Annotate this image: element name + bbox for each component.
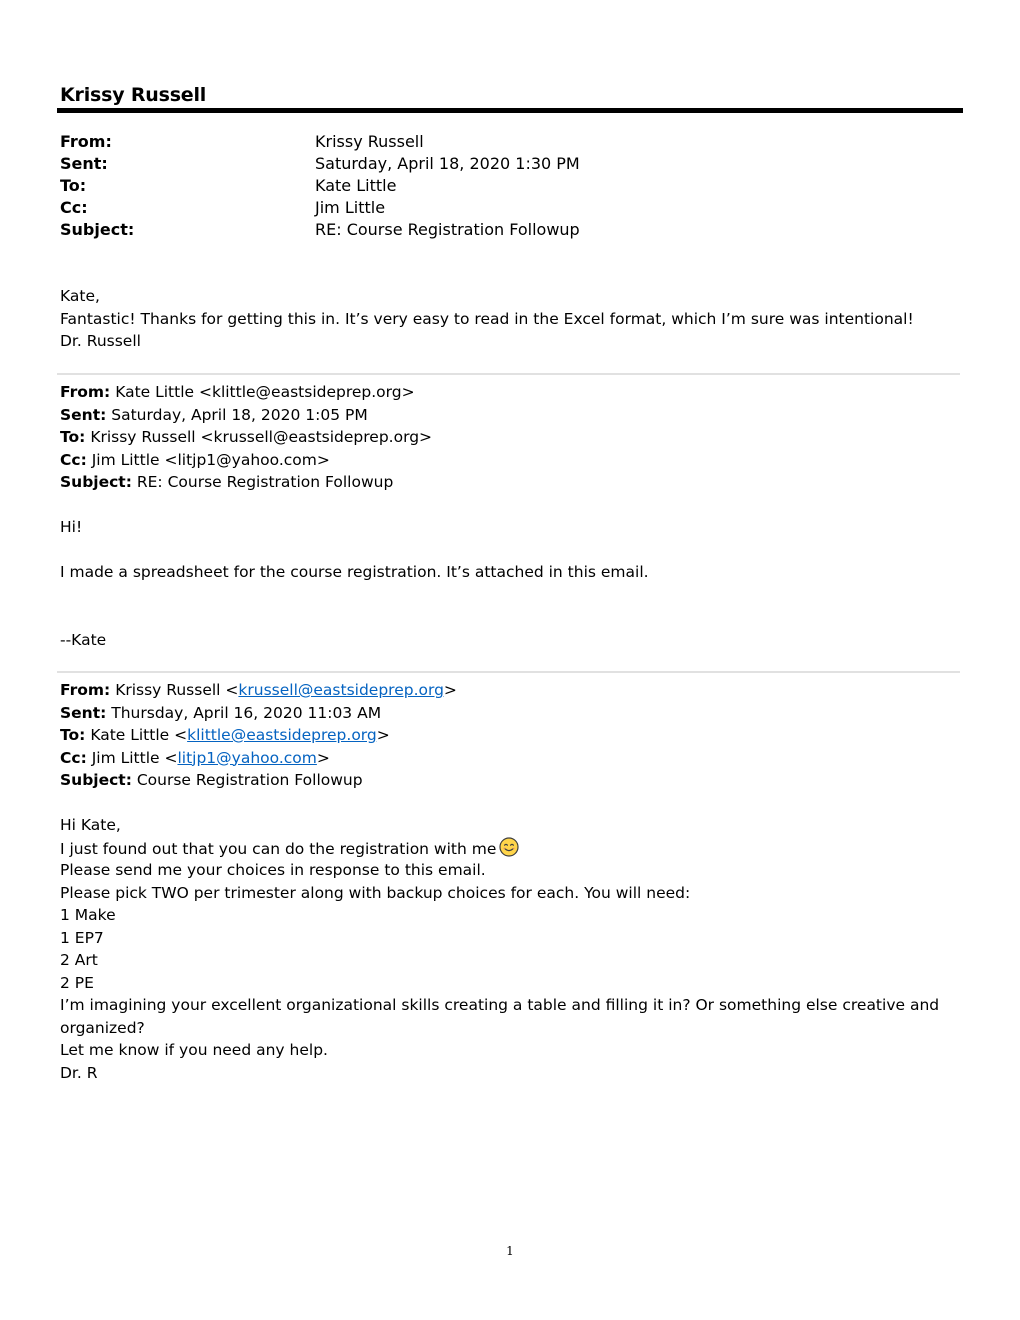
cc-value: Jim Little <box>315 198 386 217</box>
message3-sent-value: Thursday, April 16, 2020 11:03 AM <box>111 703 382 722</box>
message2-from-label: From: <box>60 383 111 401</box>
header-from-row <box>60 131 580 153</box>
cc-label: Cc: <box>60 198 88 217</box>
message3-to-close: > <box>376 726 390 744</box>
message2-sent-value: Saturday, April 18, 2020 1:05 PM <box>111 405 368 424</box>
message3-line4: I’m imagining your excellent organizational skills creating a table and filling it in? Or something else creative and <box>60 996 940 1014</box>
message3-to-label: To: <box>60 726 86 744</box>
message3-greeting: Hi Kate, <box>60 816 121 834</box>
sent-value: Saturday, April 18, 2020 1:30 PM <box>315 154 580 173</box>
to-value: Kate Little <box>315 176 397 195</box>
message2-cc-row <box>60 449 649 472</box>
blank-line <box>60 584 649 607</box>
message2-to-row <box>60 426 649 449</box>
message2-greeting: Hi! <box>60 518 83 536</box>
message3-line2: Please send me your choices in response to this email. <box>60 861 486 879</box>
message2 <box>60 381 649 651</box>
subject-value: RE: Course Registration Followup <box>315 220 580 239</box>
from-label: From: <box>60 132 112 151</box>
message3-line1: I just found out that you can do the registration with me <box>60 839 497 858</box>
message3-from-close: > <box>443 681 457 699</box>
message3-subject-value: Course Registration Followup <box>136 771 363 789</box>
smiling-face-icon <box>499 837 519 857</box>
klittle-email-link[interactable]: klittle@eastsideprep.org <box>187 726 377 744</box>
message3-signature: Dr. R <box>60 1063 98 1082</box>
message3-sent-label: Sent: <box>60 703 107 722</box>
message2-sent-row <box>60 404 649 427</box>
header-subject-row <box>60 219 580 241</box>
message1-line: Fantastic! Thanks for getting this in. It’s very easy to read in the Excel format, which I’m sure was intentional! <box>60 309 914 328</box>
message3-from-name: Krissy Russell < <box>115 681 239 699</box>
message3-subject-label: Subject: <box>60 771 132 789</box>
message2-from-row <box>60 381 649 404</box>
krussell-email-link[interactable]: krussell@eastsideprep.org <box>238 681 444 699</box>
message2-body: I made a spreadsheet for the course registration. It’s attached in this email. <box>60 563 649 581</box>
message2-sent-label: Sent: <box>60 405 107 424</box>
message2-cc-label: Cc: <box>60 450 87 469</box>
header-to-row <box>60 175 580 197</box>
message2-to-label: To: <box>60 428 86 446</box>
message3-line6: Let me know if you need any help. <box>60 1041 328 1059</box>
message3-cc-label: Cc: <box>60 748 87 767</box>
message-divider <box>57 671 960 673</box>
message3-line3: Please pick TWO per trimester along with backup choices for each. You will need: <box>60 883 691 902</box>
blank-line <box>60 792 939 815</box>
main-email-header <box>60 131 580 241</box>
document-title: Krissy Russell <box>60 84 207 106</box>
from-value: Krissy Russell <box>315 132 424 151</box>
message2-subject-value: RE: Course Registration Followup <box>136 473 394 491</box>
message3 <box>60 679 939 1084</box>
message2-subject-label: Subject: <box>60 473 132 491</box>
title-rule <box>57 108 963 113</box>
subject-label: Subject: <box>60 220 135 239</box>
message3-line5: organized? <box>60 1018 145 1037</box>
message2-from-value: Kate Little <klittle@eastsideprep.org> <box>115 383 415 401</box>
message-divider <box>57 373 960 375</box>
needs-item: 2 PE <box>60 973 94 992</box>
message1-line: Kate, <box>60 287 100 305</box>
message3-line1-row <box>60 837 939 860</box>
blank-line <box>60 494 649 517</box>
message3-cc-row <box>60 747 939 770</box>
message2-cc-value: Jim Little <litjp1@yahoo.com> <box>91 450 330 469</box>
message1-body <box>60 285 914 353</box>
message3-to-name: Kate Little < <box>90 726 188 744</box>
needs-item: 1 EP7 <box>60 928 104 947</box>
message3-sent-row <box>60 702 939 725</box>
sent-label: Sent: <box>60 154 108 173</box>
message2-signature: --Kate <box>60 630 107 649</box>
needs-item: 2 Art <box>60 951 98 969</box>
blank-line <box>60 539 649 562</box>
needs-item: 1 Make <box>60 906 116 924</box>
to-label: To: <box>60 176 87 195</box>
header-sent-row <box>60 153 580 175</box>
header-cc-row <box>60 197 580 219</box>
message2-to-value: Krissy Russell <krussell@eastsideprep.org> <box>90 428 433 446</box>
message2-subject-row <box>60 471 649 494</box>
page-number: 1 <box>506 1244 514 1258</box>
message3-to-row <box>60 724 939 747</box>
message3-cc-name: Jim Little < <box>91 748 178 767</box>
blank-line <box>60 606 649 629</box>
message3-subject-row <box>60 769 939 792</box>
litjp1-email-link[interactable]: litjp1@yahoo.com <box>177 748 317 767</box>
message3-cc-close: > <box>316 748 330 767</box>
message3-from-row <box>60 679 939 702</box>
message3-from-label: From: <box>60 681 111 699</box>
message1-line: Dr. Russell <box>60 332 141 350</box>
